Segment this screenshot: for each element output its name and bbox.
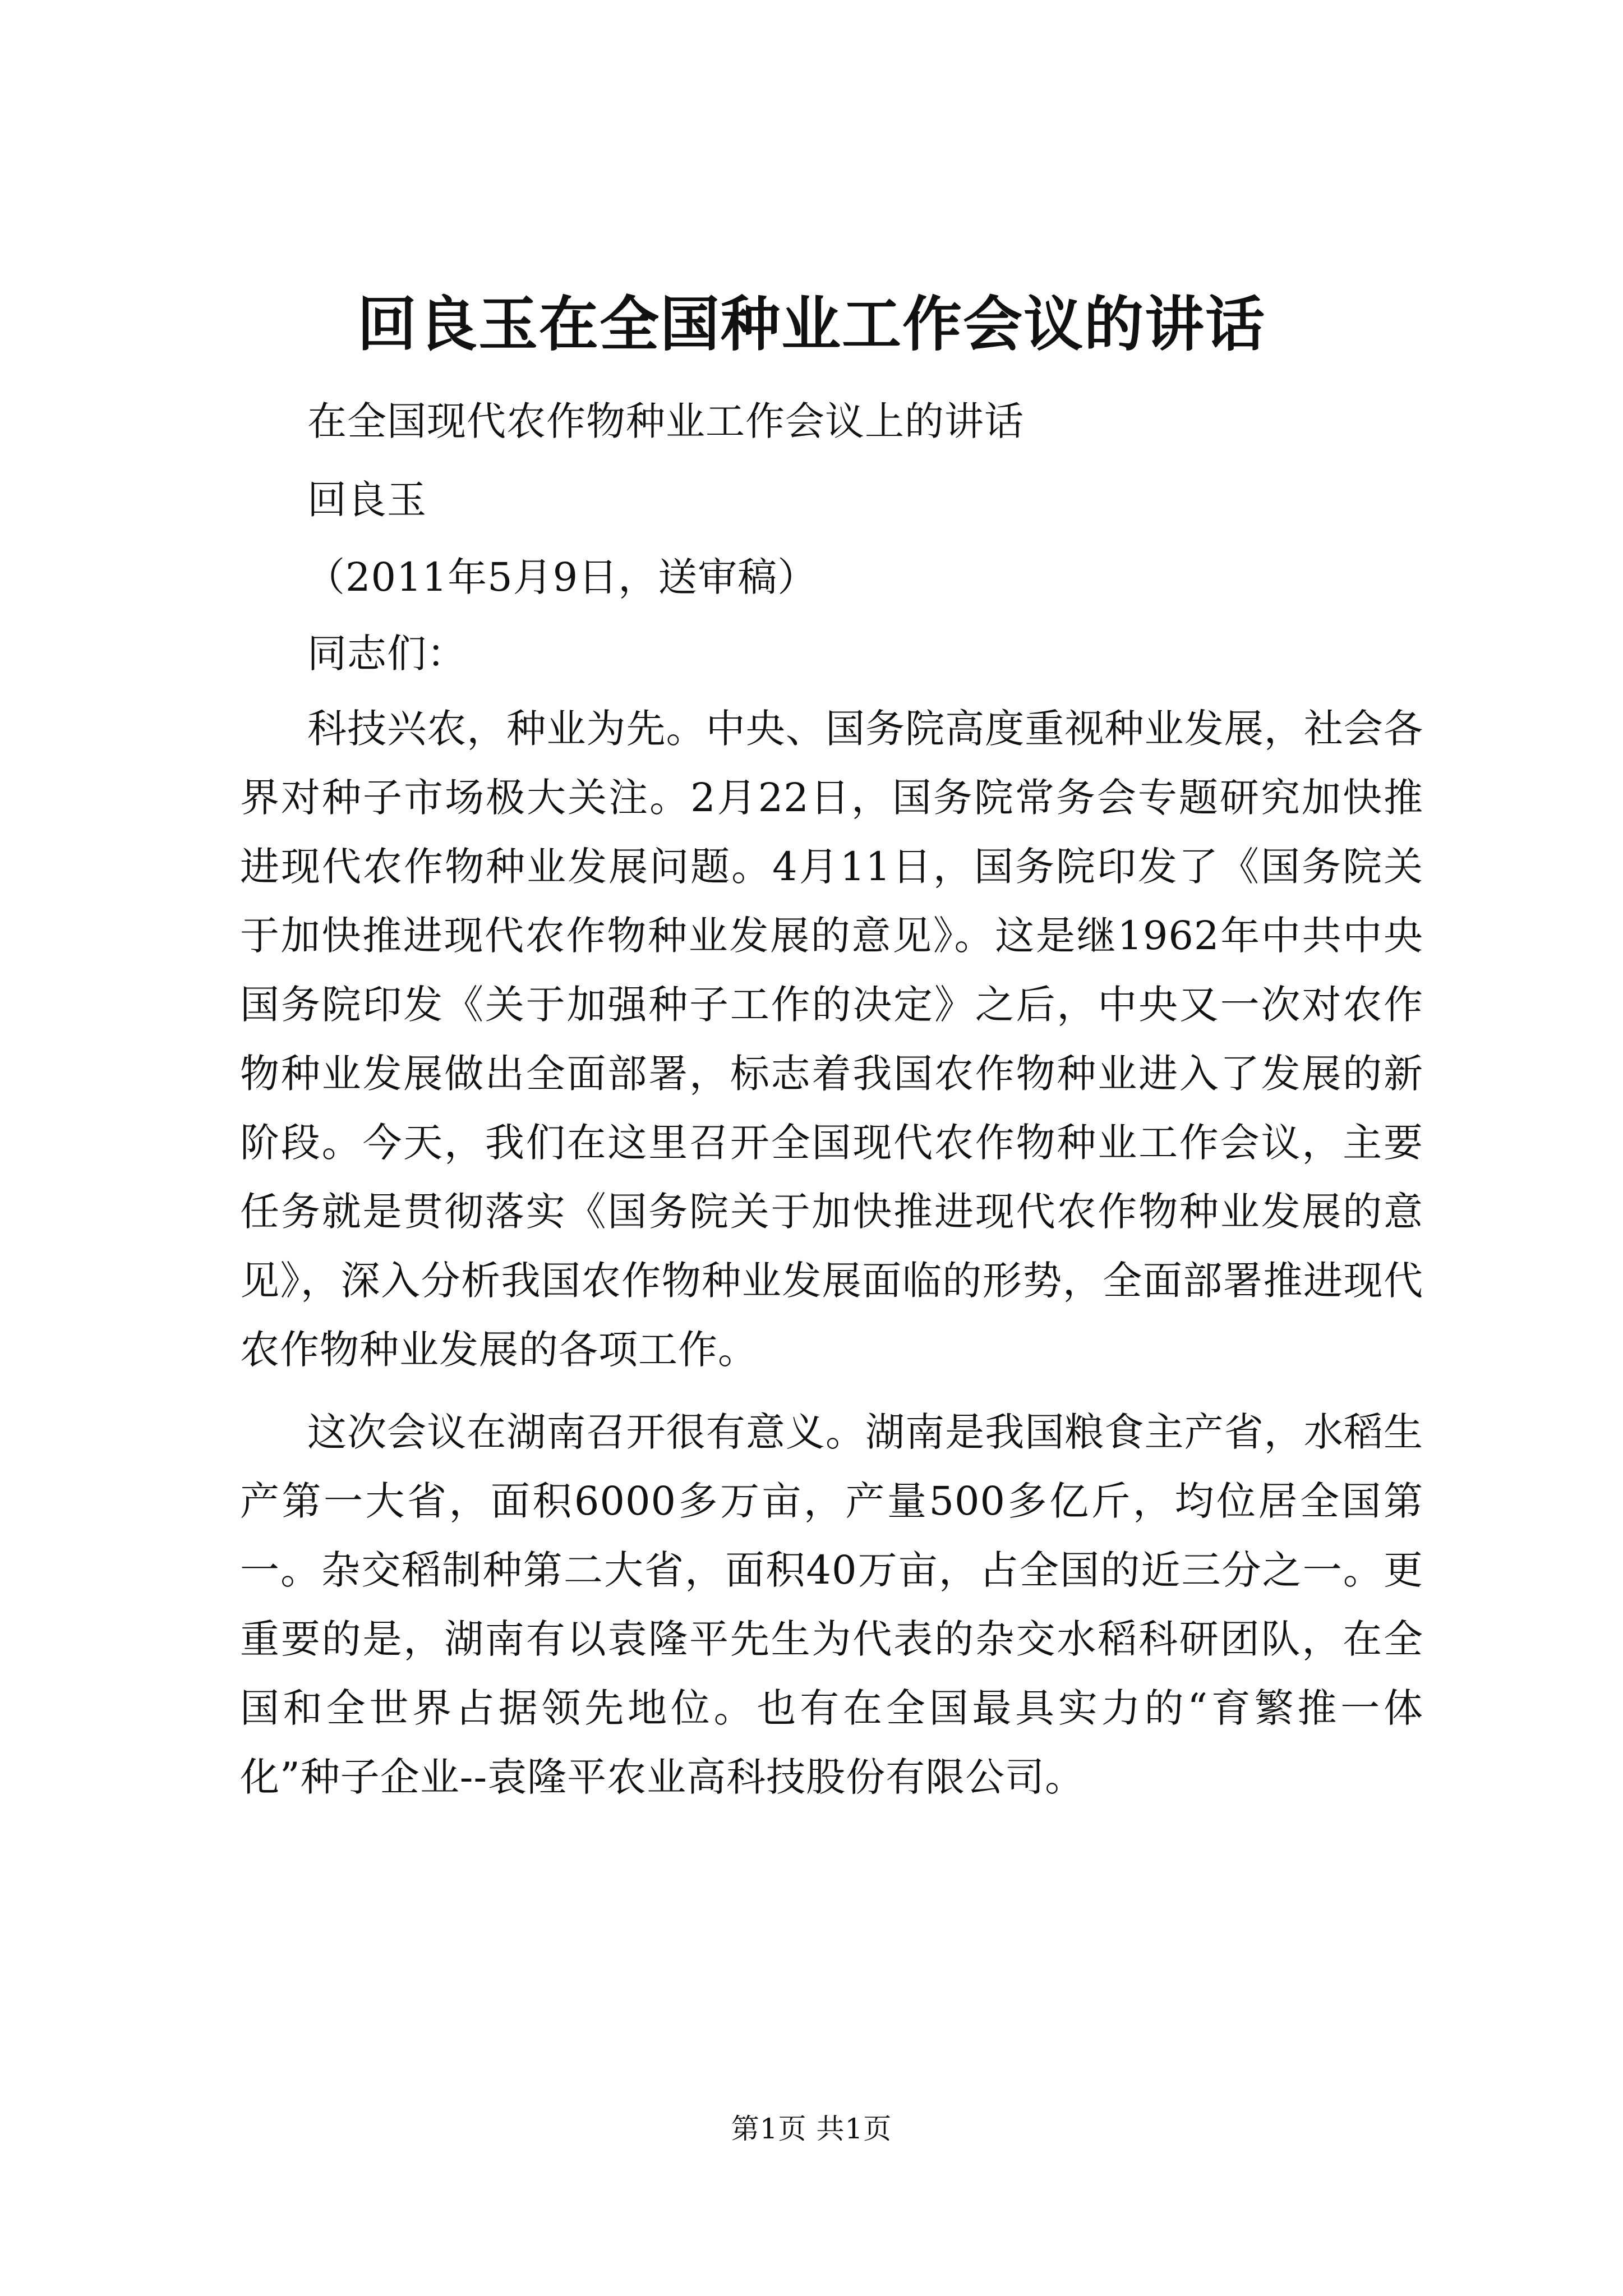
document-salutation: 同志们：: [307, 631, 467, 677]
document-subtitle: 在全国现代农作物种业工作会议上的讲话: [307, 398, 1024, 444]
document-author: 回良玉: [307, 477, 427, 523]
body-paragraph-2: 这次会议在湖南召开很有意义。湖南是我国粮食主产省，水稻生产第一大省，面积6000多万亩，产量500多亿斤，均位居全国第一。杂交稻制种第二大省，面积40万亩，占全国的近三分之一。更重要的是，湖南有以袁隆平先生为代表的杂交水稻科研团队，在全国和全世界占据领先地位。也有在全国最具实力的“育繁推一体化”种子企业--袁隆平农业高科技股份有限公司。: [240, 1409, 1423, 1800]
page-footer: 第1页 共1页: [731, 2113, 892, 2145]
body-paragraph-1: 科技兴农，种业为先。中央、国务院高度重视种业发展，社会各界对种子市场极大关注。2月22日，国务院常务会专题研究加快推进现代农作物种业发展问题。4月11日，国务院印发了《国务院关于加快推进现代农作物种业发展的意见》。这是继1962年中共中央国务院印发《关于加强种子工作的决定》之后，中央又一次对农作物种业发展做出全面部署，标志着我国农作物种业进入了发展的新阶段。今天，我们在这里召开全国现代农作物种业工作会议，主要任务就是贯彻落实《国务院关于加快推进现代农作物种业发展的意见》，深入分析我国农作物种业发展面临的形势，全面部署推进现代农作物种业发展的各项工作。: [240, 706, 1423, 1373]
document-date-note: （2011年5月9日，送审稿）: [306, 554, 818, 600]
document-body: [240, 694, 1423, 1812]
document-title: 回良玉在全国种业工作会议的讲话: [357, 289, 1266, 359]
